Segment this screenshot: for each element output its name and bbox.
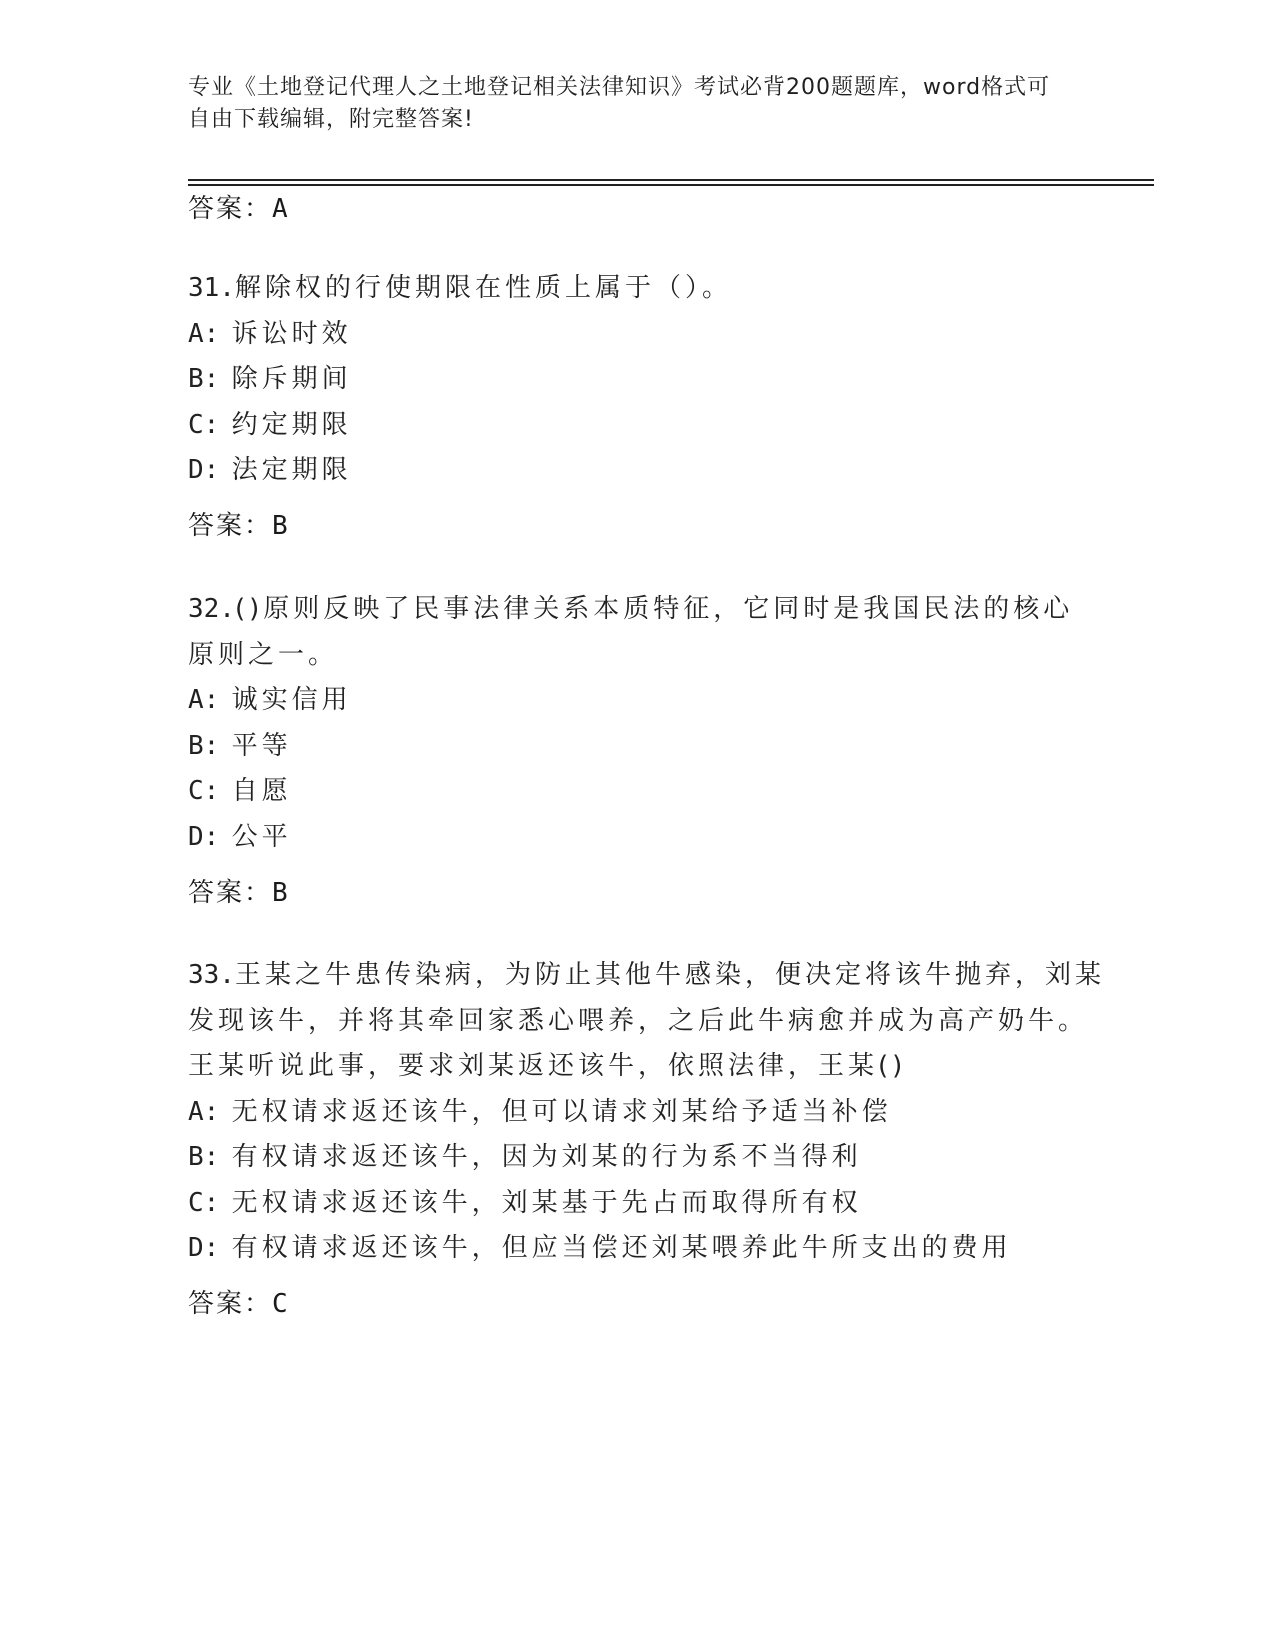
option-text: 有权请求返还该牛，但应当偿还刘某喂养此牛所支出的费用 — [231, 1233, 1012, 1263]
option-key: D: — [188, 821, 220, 852]
question-number: 31. — [188, 273, 235, 303]
answer-value: B — [272, 511, 290, 541]
question-text: ()原则反映了民事法律关系本质特征，它同时是我国民法的核心 — [234, 594, 1074, 624]
question-text-line — [188, 953, 1105, 999]
question-text-line — [188, 999, 1088, 1045]
option-key: B: — [188, 730, 220, 761]
option-key: C: — [188, 776, 220, 806]
option-key: D: — [188, 1233, 220, 1263]
option-key: B: — [188, 364, 220, 394]
option-b — [188, 357, 1088, 403]
option-c — [188, 769, 1088, 815]
option-c — [188, 1181, 1088, 1227]
option-key: D: — [188, 455, 220, 485]
option-a — [188, 312, 1088, 358]
option-text: 法定期限 — [231, 455, 352, 485]
option-d — [188, 448, 1088, 494]
option-key: C: — [188, 1187, 220, 1218]
question-text: 解除权的行使期限在性质上属于（）。 — [234, 273, 732, 303]
option-text: 诉讼时效 — [231, 318, 352, 349]
option-text: 公平 — [231, 821, 292, 852]
answer-33 — [188, 1286, 290, 1322]
header-divider-bottom — [188, 184, 1154, 186]
question-text: 原则之一。 — [188, 639, 339, 670]
answer-label: 答案： — [188, 878, 273, 908]
document-header: 专业《土地登记代理人之土地登记相关法律知识》考试必背200题题库，word格式可自由下载编辑，附完整答案! — [188, 75, 1051, 132]
question-text-line — [188, 587, 1088, 633]
question-33 — [188, 953, 1105, 1272]
option-text: 平等 — [231, 730, 292, 761]
answer-value: A — [272, 194, 290, 224]
question-text: 王某听说此事，要求刘某返还该牛，依照法律，王某() — [188, 1051, 907, 1081]
option-b — [188, 1135, 1088, 1181]
question-number: 33. — [188, 960, 235, 990]
option-c — [188, 403, 1088, 449]
option-d — [188, 815, 1088, 861]
question-number: 32. — [188, 594, 235, 624]
previous-answer — [188, 191, 290, 227]
question-text-line — [188, 633, 1088, 679]
header-divider-top — [188, 179, 1154, 181]
option-text: 无权请求返还该牛，刘某基于先占而取得所有权 — [231, 1187, 862, 1218]
question-text-line — [188, 266, 1088, 312]
option-b — [188, 724, 1088, 770]
option-key: A: — [188, 1096, 220, 1127]
option-key: A: — [188, 318, 220, 349]
option-text: 自愿 — [231, 776, 292, 806]
question-text: 王某之牛患传染病，为防止其他牛感染，便决定将该牛抛弃，刘某 — [234, 960, 1105, 990]
answer-label: 答案： — [188, 194, 273, 224]
option-key: B: — [188, 1142, 220, 1172]
answer-31 — [188, 508, 290, 544]
answer-label: 答案： — [188, 511, 273, 541]
option-key: C: — [188, 409, 220, 440]
option-text: 有权请求返还该牛，因为刘某的行为系不当得利 — [231, 1142, 862, 1172]
option-a — [188, 678, 1088, 724]
option-text: 无权请求返还该牛，但可以请求刘某给予适当补偿 — [231, 1096, 892, 1127]
option-a — [188, 1090, 1088, 1136]
option-text: 诚实信用 — [231, 685, 352, 715]
question-text: 发现该牛，并将其牵回家悉心喂养，之后此牛病愈并成为高产奶牛。 — [188, 1005, 1089, 1036]
answer-value: B — [272, 878, 290, 908]
option-text: 约定期限 — [231, 409, 352, 440]
answer-32 — [188, 875, 290, 911]
option-d — [188, 1226, 1088, 1272]
question-32 — [188, 587, 1088, 860]
question-31 — [188, 266, 1088, 494]
question-text-line — [188, 1044, 1088, 1090]
option-text: 除斥期间 — [231, 364, 352, 394]
answer-value: C — [272, 1289, 290, 1319]
option-key: A: — [188, 685, 220, 715]
answer-label: 答案： — [188, 1289, 273, 1319]
